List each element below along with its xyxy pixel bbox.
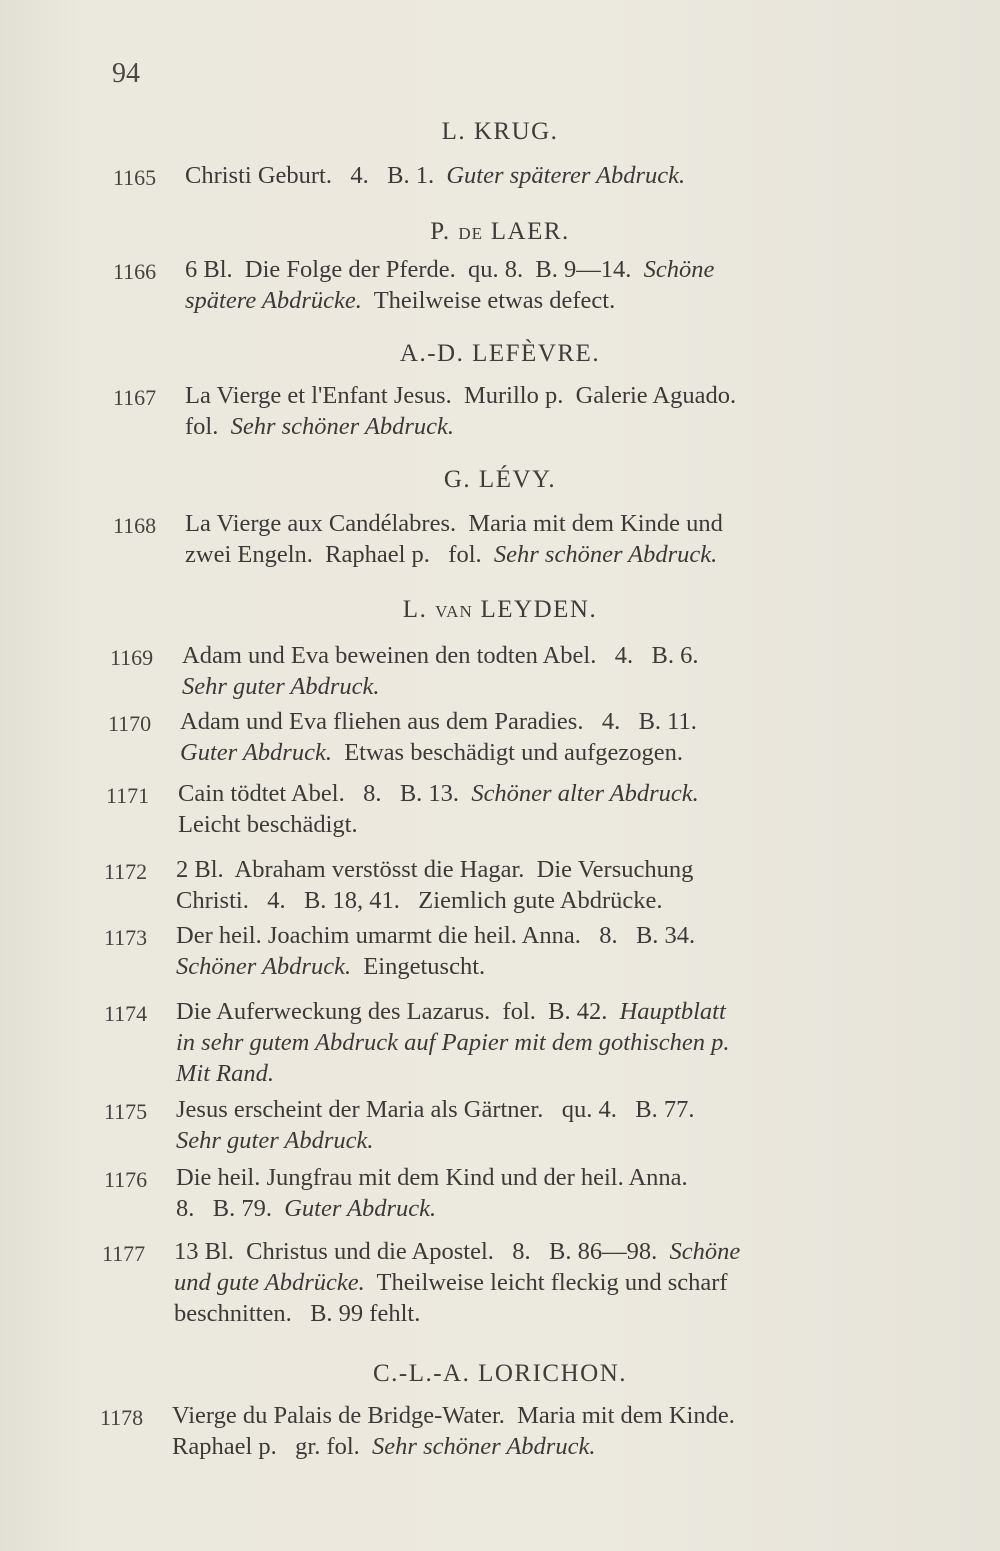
- entry-italic-text: Schöner Abdruck.: [176, 953, 352, 980]
- heading-part: LAER.: [490, 218, 570, 245]
- section-heading: [0, 218, 1000, 246]
- heading-part: L.: [402, 596, 428, 623]
- entry-line: [176, 1094, 694, 1126]
- entry-text: beschnitten. B. 99 fehlt.: [174, 1300, 421, 1327]
- entry-italic-text: Schöne: [669, 1238, 741, 1265]
- entry-line: [176, 1193, 436, 1225]
- entry-line: [185, 508, 723, 540]
- entry-line: [185, 254, 714, 286]
- entry-italic-text: Mit Rand.: [176, 1060, 274, 1087]
- entry-line: [178, 778, 699, 810]
- entry-text: 2 Bl. Abraham verstösst die Hagar. Die Versuchung: [176, 856, 694, 883]
- entry-text-tail: Theilweise leicht fleckig und scharf: [364, 1269, 728, 1296]
- entry-text: Der heil. Joachim umarmt die heil. Anna. 8. B. 34.: [176, 922, 696, 949]
- entry-text: Die heil. Jungfrau mit dem Kind und der heil. Anna.: [176, 1164, 688, 1191]
- entry-line: [172, 1431, 595, 1463]
- entry-italic-text: Guter Abdruck.: [284, 1195, 437, 1222]
- entry-text: 6 Bl. Die Folge der Pferde. qu. 8. B. 9—14.: [185, 256, 644, 283]
- entry-italic-text: Sehr guter Abdruck.: [182, 673, 380, 700]
- entry-line: [176, 854, 693, 886]
- entry-number: 1173: [104, 925, 148, 950]
- entry-text: Christi. 4. B. 18, 41. Ziemlich gute Abdrücke.: [176, 887, 663, 914]
- entry-line: [176, 885, 663, 917]
- entry-text: Leicht beschädigt.: [178, 811, 358, 838]
- entry-text: La Vierge aux Candélabres. Maria mit dem Kinde und: [185, 510, 723, 537]
- heading-small-caps: VAN: [435, 602, 473, 621]
- entry-text: Christi Geburt. 4. B. 1.: [185, 162, 447, 189]
- section-heading: A.-D. LEFÈVRE.: [399, 340, 601, 367]
- entry-italic-text: spätere Abdrücke.: [185, 287, 362, 314]
- entry-italic-text: Hauptblatt: [619, 998, 726, 1025]
- entry-text: Adam und Eva fliehen aus dem Paradies. 4. B. 11.: [180, 708, 697, 735]
- entry-text: Raphael p. gr. fol.: [172, 1433, 373, 1460]
- entry-number: 1174: [104, 1001, 148, 1026]
- entry-italic-text: Sehr schöner Abdruck.: [230, 413, 455, 440]
- entry-line: [185, 160, 685, 192]
- entry-line: [174, 1267, 728, 1299]
- entry-line: [176, 1125, 374, 1157]
- section-heading: G. LÉVY.: [443, 466, 557, 493]
- entry-italic-text: Sehr schöner Abdruck.: [372, 1433, 596, 1460]
- entry-line: [176, 951, 485, 983]
- entry-number: 1172: [104, 859, 148, 884]
- section-heading: C.-L.-A. LORICHON.: [372, 1360, 628, 1387]
- entry-text: Vierge du Palais de Bridge-Water. Maria mit dem Kinde.: [172, 1402, 735, 1429]
- entry-text: Die Auferweckung des Lazarus. fol. B. 42.: [176, 998, 620, 1025]
- entry-line: [185, 539, 717, 571]
- entry-line: [174, 1298, 420, 1330]
- entry-line: [176, 1027, 729, 1059]
- entry-number: 1168: [113, 513, 157, 538]
- entry-italic-text: Sehr schöner Abdruck.: [493, 541, 718, 568]
- entry-line: [182, 640, 698, 672]
- entry-italic-text: Sehr guter Abdruck.: [176, 1127, 374, 1154]
- heading-small-caps: DE: [458, 224, 484, 243]
- entry-line: [176, 996, 726, 1028]
- entry-text: 8. B. 79.: [176, 1195, 285, 1222]
- entry-text: La Vierge et l'Enfant Jesus. Murillo p. Galerie Aguado.: [185, 382, 737, 409]
- entry-number: 1166: [113, 259, 157, 284]
- entry-line: [176, 1058, 274, 1090]
- entry-text-tail: Eingetuscht.: [351, 953, 486, 980]
- entry-line: [182, 671, 380, 703]
- entry-text: Adam und Eva beweinen den todten Abel. 4. B. 6.: [182, 642, 699, 669]
- entry-line: [185, 285, 615, 317]
- entry-text-tail: Etwas beschädigt und aufgezogen.: [331, 739, 684, 766]
- entry-line: [180, 706, 697, 738]
- entry-italic-text: und gute Abdrücke.: [174, 1269, 365, 1296]
- entry-number: 1169: [110, 645, 154, 670]
- entry-number: 1176: [104, 1167, 148, 1192]
- entry-italic-text: Schöne: [643, 256, 715, 283]
- entry-number: 1165: [113, 165, 157, 190]
- entry-line: [176, 920, 695, 952]
- entry-number: 1178: [100, 1405, 144, 1430]
- entry-line: [185, 380, 736, 412]
- entry-text: 13 Bl. Christus und die Apostel. 8. B. 86—98.: [174, 1238, 670, 1265]
- section-heading: [0, 596, 1000, 624]
- entry-number: 1170: [108, 711, 152, 736]
- entry-text: fol.: [185, 413, 231, 440]
- entry-text: Cain tödtet Abel. 8. B. 13.: [178, 780, 472, 807]
- entry-italic-text: in sehr gutem Abdruck auf Papier mit dem gothischen p.: [176, 1029, 730, 1056]
- page-number: 94: [112, 58, 140, 89]
- entry-italic-text: Guter Abdruck.: [180, 739, 332, 766]
- heading-part: LEYDEN.: [480, 596, 598, 623]
- entry-italic-text: Guter späterer Abdruck.: [446, 162, 686, 189]
- entry-line: [174, 1236, 740, 1268]
- entry-line: [178, 809, 358, 841]
- entry-number: 1171: [106, 783, 150, 808]
- entry-text-tail: Theilweise etwas defect.: [361, 287, 616, 314]
- entry-number: 1177: [102, 1241, 146, 1266]
- entry-text: Jesus erscheint der Maria als Gärtner. qu. 4. B. 77.: [176, 1096, 695, 1123]
- entry-line: [185, 411, 454, 443]
- entry-line: [172, 1400, 735, 1432]
- entry-number: 1167: [113, 385, 157, 410]
- entry-line: [180, 737, 683, 769]
- entry-number: 1175: [104, 1099, 148, 1124]
- heading-part: P.: [430, 218, 451, 245]
- entry-line: [176, 1162, 688, 1194]
- entry-text: zwei Engeln. Raphael p. fol.: [185, 541, 494, 568]
- section-heading: L. KRUG.: [441, 118, 559, 145]
- entry-italic-text: Schöner alter Abdruck.: [471, 780, 699, 807]
